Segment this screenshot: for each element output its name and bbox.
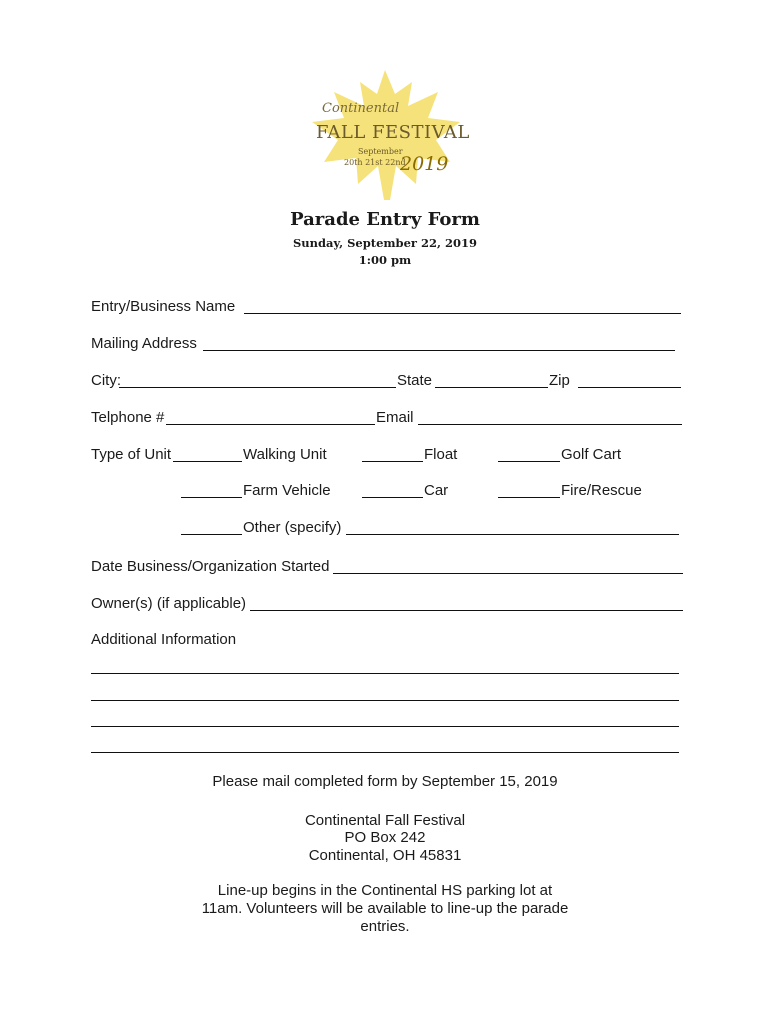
float-checkline[interactable] bbox=[362, 461, 423, 462]
additional-info-line[interactable] bbox=[91, 726, 679, 727]
mailing-address-label: Mailing Address bbox=[91, 335, 197, 352]
logo-line2: FALL FESTIVAL bbox=[316, 122, 470, 143]
mailing-address-line3: Continental, OH 45831 bbox=[308, 847, 462, 864]
entry-name-field[interactable] bbox=[244, 313, 681, 314]
additional-info-line[interactable] bbox=[91, 673, 679, 674]
golf-cart-label: Golf Cart bbox=[561, 446, 622, 463]
owners-field[interactable] bbox=[250, 610, 683, 611]
car-label: Car bbox=[424, 482, 449, 499]
zip-label: Zip bbox=[549, 372, 570, 389]
logo-line3: September bbox=[358, 147, 403, 156]
event-date: Sunday, September 22, 2019 bbox=[292, 236, 477, 250]
mailing-address-line1: Continental Fall Festival bbox=[304, 812, 466, 829]
fire-rescue-label: Fire/Rescue bbox=[561, 482, 642, 499]
fire-rescue-checkline[interactable] bbox=[498, 497, 560, 498]
email-field[interactable] bbox=[418, 424, 682, 425]
logo-line1: Continental bbox=[322, 101, 400, 116]
date-started-label: Date Business/Organization Started bbox=[91, 558, 330, 575]
event-time: 1:00 pm bbox=[358, 253, 412, 267]
state-label: State bbox=[397, 372, 433, 389]
type-of-unit-label: Type of Unit bbox=[91, 446, 172, 463]
lineup-note-line3: entries. bbox=[360, 918, 410, 935]
form-title: Parade Entry Form bbox=[290, 209, 480, 230]
festival-logo bbox=[300, 66, 470, 206]
city-field[interactable] bbox=[119, 387, 396, 388]
owners-label: Owner(s) (if applicable) bbox=[91, 595, 247, 612]
float-label: Float bbox=[424, 446, 458, 463]
state-field[interactable] bbox=[435, 387, 548, 388]
maple-leaf-icon bbox=[300, 66, 470, 206]
city-label: City: bbox=[91, 372, 121, 389]
walking-unit-checkline[interactable] bbox=[173, 461, 242, 462]
logo-line4: 20th 21st 22nd bbox=[344, 158, 406, 167]
car-checkline[interactable] bbox=[362, 497, 423, 498]
golf-cart-checkline[interactable] bbox=[498, 461, 560, 462]
entry-name-label: Entry/Business Name bbox=[91, 298, 236, 315]
lineup-note-line1: Line-up begins in the Continental HS parking lot at bbox=[217, 882, 553, 899]
additional-info-label: Additional Information bbox=[91, 631, 237, 648]
additional-info-line[interactable] bbox=[91, 700, 679, 701]
other-checkline[interactable] bbox=[181, 534, 242, 535]
logo-year: 2019 bbox=[400, 153, 449, 175]
mailing-address-field[interactable] bbox=[203, 350, 675, 351]
email-label: Email bbox=[376, 409, 414, 426]
date-started-field[interactable] bbox=[333, 573, 683, 574]
other-label: Other (specify) bbox=[243, 519, 342, 536]
farm-vehicle-checkline[interactable] bbox=[181, 497, 242, 498]
walking-unit-label: Walking Unit bbox=[243, 446, 327, 463]
telephone-label: Telphone # bbox=[91, 409, 165, 426]
lineup-note-line2: 11am. Volunteers will be available to line-up the parade bbox=[201, 900, 569, 917]
telephone-field[interactable] bbox=[166, 424, 375, 425]
zip-field[interactable] bbox=[578, 387, 681, 388]
farm-vehicle-label: Farm Vehicle bbox=[243, 482, 331, 499]
additional-info-line[interactable] bbox=[91, 752, 679, 753]
other-specify-field[interactable] bbox=[346, 534, 679, 535]
mail-note: Please mail completed form by September 15, 2019 bbox=[212, 773, 558, 790]
mailing-address-line2: PO Box 242 bbox=[344, 829, 426, 846]
